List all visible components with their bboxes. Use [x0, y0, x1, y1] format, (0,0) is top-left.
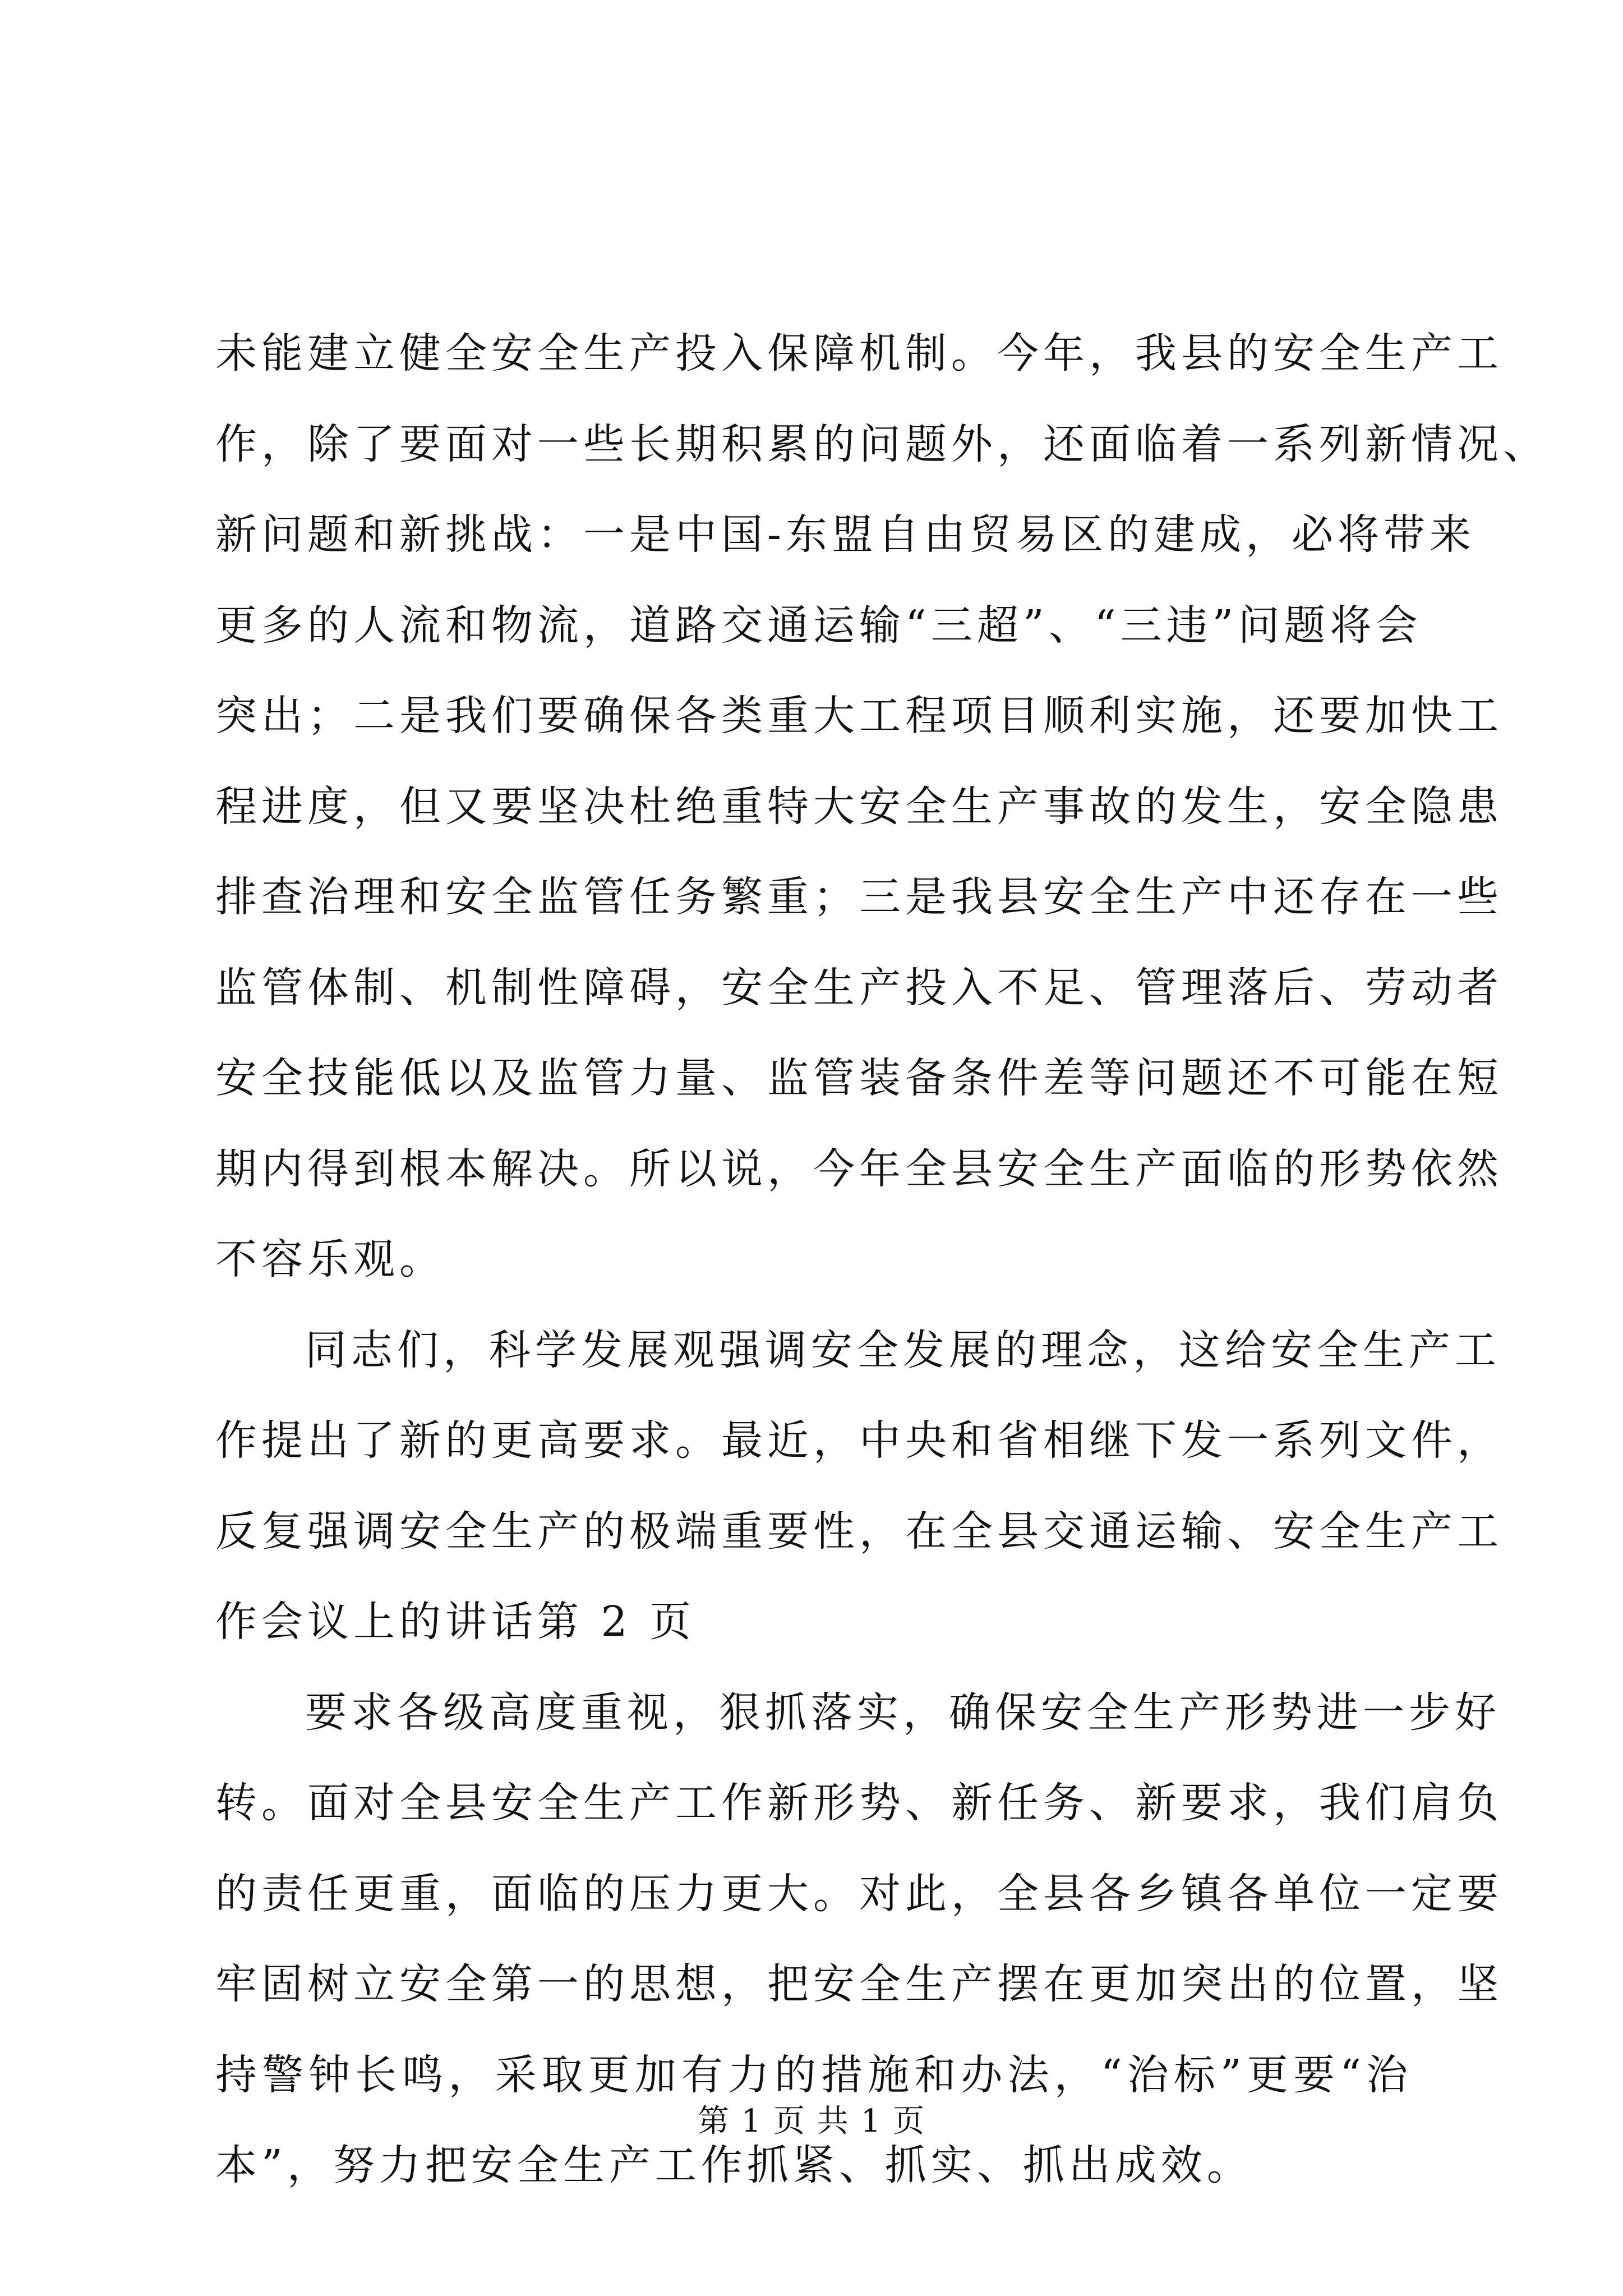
text-line: 持警钟长鸣，采取更加有力的措施和办法，“治标”更要“治 [215, 2050, 1412, 2099]
text-line: 新问题和新挑战：一是中国-东盟自由贸易区的建成，必将带来 [215, 510, 1476, 559]
text-line: 牢固树立安全第一的思想，把安全生产摆在更加突出的位置，坚 [215, 1960, 1503, 2008]
text-line: 突出；二是我们要确保各类重大工程项目顺利实施，还要加快工 [215, 692, 1503, 740]
text-line: 期内得到根本解决。所以说，今年全县安全生产面临的形势依然 [215, 1144, 1503, 1193]
text-line: 同志们，科学发展观强调安全发展的理念，这给安全生产工 [305, 1326, 1501, 1374]
body-text [215, 309, 1549, 2211]
text-line: 作提出了新的更高要求。最近，中央和省相继下发一系列文件， [215, 1416, 1503, 1465]
text-line: 安全技能低以及监管力量、监管装备条件差等问题还不可能在短 [215, 1054, 1503, 1102]
text-line: 转。面对全县安全生产工作新形势、新任务、新要求，我们肩负 [215, 1779, 1503, 1827]
text-line: 未能建立健全安全生产投入保障机制。今年，我县的安全生产工 [215, 329, 1503, 378]
text-line: 作，除了要面对一些长期积累的问题外，还面临着一系列新情况、 [215, 420, 1549, 468]
text-line: 作会议上的讲话第 2 页 [215, 1598, 696, 1646]
page-footer: 第 1 页 共 1 页 [697, 2103, 926, 2139]
text-line: 反复强调安全生产的极端重要性，在全县交通运输、安全生产工 [215, 1507, 1503, 1556]
text-line: 监管体制、机制性障碍，安全生产投入不足、管理落后、劳动者 [215, 963, 1503, 1012]
text-line: 更多的人流和物流，道路交通运输“三超”、“三违”问题将会 [215, 601, 1422, 650]
text-line: 程进度，但又要坚决杜绝重特大安全生产事故的发生，安全隐患 [215, 782, 1503, 831]
text-line: 本”，努力把安全生产工作抓紧、抓实、抓出成效。 [215, 2141, 1253, 2189]
text-line: 不容乐观。 [215, 1235, 445, 1283]
text-line: 排查治理和安全监管任务繁重；三是我县安全生产中还存在一些 [215, 873, 1503, 921]
text-line: 的责任更重，面临的压力更大。对此，全县各乡镇各单位一定要 [215, 1869, 1503, 1918]
text-line: 要求各级高度重视，狠抓落实，确保安全生产形势进一步好 [305, 1688, 1501, 1737]
